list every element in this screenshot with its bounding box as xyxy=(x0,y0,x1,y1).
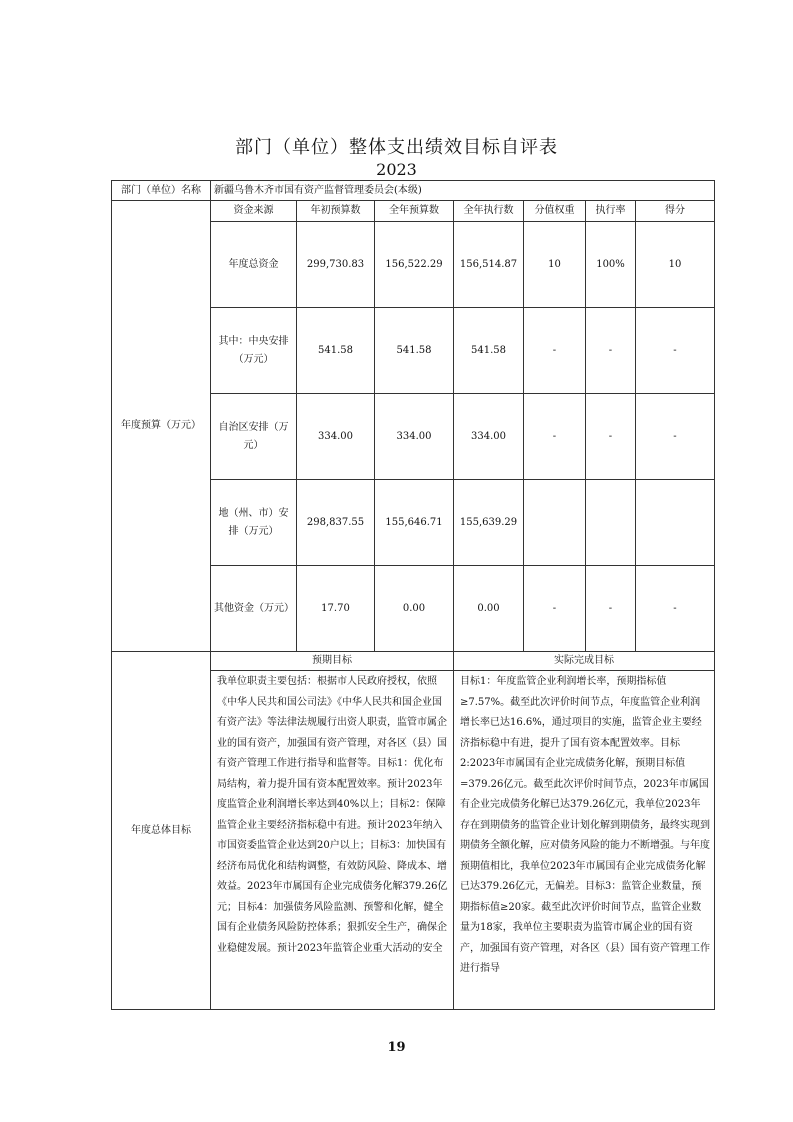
table-cell: - xyxy=(586,308,636,394)
unit-label: 部门（单位）名称 xyxy=(112,181,211,201)
table-cell: 自治区安排（万元） xyxy=(211,394,297,480)
header-cell: 得分 xyxy=(636,201,715,222)
table-cell: - xyxy=(524,566,586,652)
table-cell: - xyxy=(636,308,715,394)
header-cell: 资金来源 xyxy=(211,201,297,222)
header-cell: 执行率 xyxy=(586,201,636,222)
header-cell: 分值权重 xyxy=(524,201,586,222)
table-cell: 10 xyxy=(524,222,586,308)
goal-label: 年度总体目标 xyxy=(112,652,211,1010)
table-cell: 0.00 xyxy=(454,566,524,652)
table-cell: 100% xyxy=(586,222,636,308)
unit-name: 新疆乌鲁木齐市国有资产监督管理委员会(本级) xyxy=(211,181,715,201)
table-cell: 地（州、市）安排（万元） xyxy=(211,480,297,566)
table-cell: 年度总资金 xyxy=(211,222,297,308)
table-cell: 541.58 xyxy=(297,308,375,394)
table-cell: 334.00 xyxy=(297,394,375,480)
page-title: 部门（单位）整体支出绩效目标自评表 xyxy=(235,137,558,158)
table-cell: 17.70 xyxy=(297,566,375,652)
expected-header: 预期目标 xyxy=(211,652,454,671)
page-number: 19 xyxy=(387,1040,406,1055)
actual-goal-text: 目标1：年度监管企业利润增长率，预期指标值≥7.57%。截至此次评价时间节点，年度监管企业利润增长率已达16.6%，通过项目的实施，监管企业主要经济指标稳中有进，提升了国有资本配置效率。目标2:2023年市属国有企业完成债务化解，预期目标值=379.26亿元。截至此次评价时间节点，2023年市属国有企业完成债务化解已达379.26亿元，我单位2023年存在到期债务的监管企业计划化解到期债务，最终实现到期债务全额化解，应对债务风险的能力不断增强。与年度预期值相比，我单位2023年市属国有企业完成债务化解已达379.26亿元，无偏差。目标3：监管企业数量，预期指标值≥20家。截至此次评价时间节点，监管企业数量为18家，我单位主要职责为监管市属企业的国有资产，加强国有资产管理，对各区（县）国有资产管理工作进行指导 xyxy=(454,671,715,1010)
table-cell: 0.00 xyxy=(375,566,454,652)
header-cell: 年初预算数 xyxy=(297,201,375,222)
actual-header: 实际完成目标 xyxy=(454,652,715,671)
table-cell xyxy=(586,480,636,566)
unit-row xyxy=(112,181,715,201)
table-cell: 298,837.55 xyxy=(297,480,375,566)
budget-label: 年度预算（万元） xyxy=(112,201,211,652)
table-cell: 156,522.29 xyxy=(375,222,454,308)
goal-header-row xyxy=(112,652,715,671)
table-cell: - xyxy=(636,566,715,652)
report-year: 2023 xyxy=(376,160,417,179)
table-cell: - xyxy=(524,308,586,394)
table-cell xyxy=(524,480,586,566)
table-cell: 299,730.83 xyxy=(297,222,375,308)
table-cell: 334.00 xyxy=(375,394,454,480)
header-cell: 全年执行数 xyxy=(454,201,524,222)
header-row xyxy=(112,201,715,222)
table-cell: 155,646.71 xyxy=(375,480,454,566)
table-cell: - xyxy=(524,394,586,480)
table-cell: 541.58 xyxy=(375,308,454,394)
table-cell xyxy=(636,480,715,566)
performance-table xyxy=(111,180,715,1010)
table-cell: - xyxy=(586,394,636,480)
table-cell: 334.00 xyxy=(454,394,524,480)
table-cell: 155,639.29 xyxy=(454,480,524,566)
table-cell: - xyxy=(636,394,715,480)
table-cell: 其中：中央安排（万元） xyxy=(211,308,297,394)
table-cell: 541.58 xyxy=(454,308,524,394)
expected-goal-text: 我单位职责主要包括：根据市人民政府授权，依照《中华人民共和国公司法》《中华人民共和国企业国有资产法》等法律法规履行出资人职责，监管市属企业的国有资产，加强国有资产管理，对各区（县）国有资产管理工作进行指导和监督等。目标1：优化布局结构，着力提升国有资本配置效率。预计2023年度监管企业利润增长率达到40%以上；目标2：保障监管企业主要经济指标稳中有进。预计2023年纳入市国资委监管企业达到20户以上；目标3：加快国有经济布局优化和结构调整，有效防风险、降成本、增效益。2023年市属国有企业完成债务化解379.26亿元；目标4：加强债务风险监测、预警和化解，健全国有企业债务风险防控体系；狠抓安全生产，确保企业稳健发展。预计2023年监管企业重大活动的安全 xyxy=(211,671,454,1010)
table-cell: 10 xyxy=(636,222,715,308)
table-cell: 其他资金（万元） xyxy=(211,566,297,652)
table-cell: - xyxy=(586,566,636,652)
header-cell: 全年预算数 xyxy=(375,201,454,222)
table-cell: 156,514.87 xyxy=(454,222,524,308)
